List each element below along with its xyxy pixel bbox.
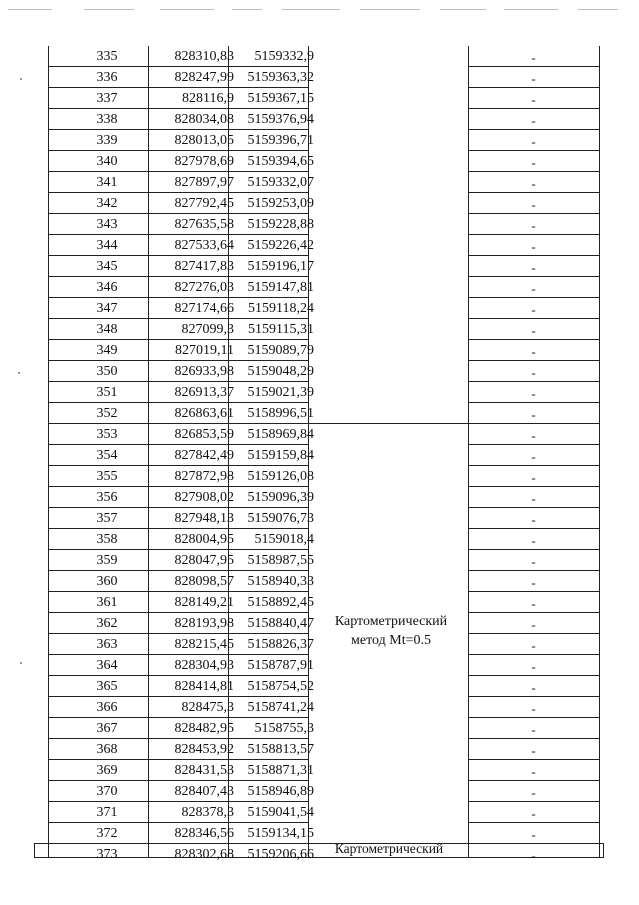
x-coordinate: 828013,05 bbox=[174, 133, 234, 148]
x-coordinate: 827978,69 bbox=[174, 154, 234, 169]
x-coordinate: 828193,98 bbox=[174, 616, 234, 631]
error-value: - bbox=[531, 533, 536, 548]
y-coordinate: 5159206,66 bbox=[247, 847, 314, 862]
table-row bbox=[34, 277, 604, 298]
y-coordinate: 5159118,24 bbox=[248, 301, 314, 316]
error-value: - bbox=[531, 155, 536, 170]
method-line-2: метод Mt=0.5 bbox=[351, 633, 431, 648]
table-row bbox=[34, 130, 604, 151]
error-value: - bbox=[531, 491, 536, 506]
error-value: - bbox=[531, 680, 536, 695]
point-number: 344 bbox=[96, 238, 118, 253]
x-coordinate: 828302,68 bbox=[174, 847, 234, 862]
y-coordinate: 5158755,3 bbox=[254, 721, 314, 736]
x-coordinate: 827174,66 bbox=[174, 301, 234, 316]
scan-speck bbox=[20, 78, 22, 80]
x-coordinate: 828034,08 bbox=[174, 112, 234, 127]
error-value: - bbox=[531, 281, 536, 296]
point-number: 356 bbox=[96, 490, 118, 505]
error-value: - bbox=[531, 302, 536, 317]
point-number: 355 bbox=[96, 469, 118, 484]
error-value: - bbox=[531, 71, 536, 86]
x-coordinate: 828304,93 bbox=[174, 658, 234, 673]
y-coordinate: 5159076,73 bbox=[247, 511, 314, 526]
y-coordinate: 5159376,94 bbox=[247, 112, 314, 127]
x-coordinate: 828453,92 bbox=[174, 742, 234, 757]
error-value: - bbox=[531, 176, 536, 191]
x-coordinate: 828098,57 bbox=[174, 574, 234, 589]
error-value: - bbox=[531, 239, 536, 254]
point-number: 367 bbox=[96, 721, 118, 736]
y-coordinate: 5159134,15 bbox=[247, 826, 314, 841]
method-merged-cell bbox=[314, 612, 468, 650]
error-value: - bbox=[531, 827, 536, 842]
y-coordinate: 5159147,81 bbox=[247, 280, 314, 295]
error-value: - bbox=[531, 428, 536, 443]
y-coordinate: 5159394,65 bbox=[247, 154, 314, 169]
table-row bbox=[34, 319, 604, 340]
table-row bbox=[34, 109, 604, 130]
y-coordinate: 5159332,07 bbox=[247, 175, 314, 190]
error-value: - bbox=[531, 575, 536, 590]
scan-header-noise bbox=[0, 0, 639, 18]
point-number: 372 bbox=[96, 826, 118, 841]
y-coordinate: 5159363,32 bbox=[247, 70, 314, 85]
table-row bbox=[34, 67, 604, 88]
point-number: 371 bbox=[96, 805, 118, 820]
y-coordinate: 5159021,39 bbox=[247, 385, 314, 400]
x-coordinate: 827842,49 bbox=[174, 448, 234, 463]
error-value: - bbox=[531, 344, 536, 359]
table-row bbox=[34, 445, 604, 466]
x-coordinate: 826913,37 bbox=[174, 385, 234, 400]
table-row bbox=[34, 298, 604, 319]
point-number: 361 bbox=[96, 595, 118, 610]
point-number: 347 bbox=[96, 301, 118, 316]
error-value: - bbox=[531, 407, 536, 422]
point-number: 349 bbox=[96, 343, 118, 358]
x-coordinate: 828414,81 bbox=[174, 679, 234, 694]
y-coordinate: 5159115,31 bbox=[248, 322, 314, 337]
point-number: 368 bbox=[96, 742, 118, 757]
point-number: 364 bbox=[96, 658, 118, 673]
error-value: - bbox=[531, 806, 536, 821]
table-row bbox=[34, 193, 604, 214]
error-value: - bbox=[531, 197, 536, 212]
x-coordinate: 827908,02 bbox=[174, 490, 234, 505]
error-value: - bbox=[531, 365, 536, 380]
error-value: - bbox=[531, 323, 536, 338]
point-number: 358 bbox=[96, 532, 118, 547]
x-coordinate: 828310,83 bbox=[174, 49, 234, 64]
point-number: 337 bbox=[96, 91, 118, 106]
error-value: - bbox=[531, 848, 536, 863]
x-coordinate: 828116,9 bbox=[182, 91, 234, 106]
point-number: 343 bbox=[96, 217, 118, 232]
error-value: - bbox=[531, 92, 536, 107]
x-coordinate: 826853,59 bbox=[174, 427, 234, 442]
point-number: 353 bbox=[96, 427, 118, 442]
error-value: - bbox=[531, 449, 536, 464]
y-coordinate: 5158826,37 bbox=[247, 637, 314, 652]
error-value: - bbox=[531, 722, 536, 737]
y-coordinate: 5158946,89 bbox=[247, 784, 314, 799]
y-coordinate: 5159367,15 bbox=[247, 91, 314, 106]
x-coordinate: 827533,64 bbox=[174, 238, 234, 253]
point-number: 365 bbox=[96, 679, 118, 694]
y-coordinate: 5158741,24 bbox=[247, 700, 314, 715]
point-number: 341 bbox=[96, 175, 118, 190]
y-coordinate: 5158813,57 bbox=[247, 742, 314, 757]
table-row bbox=[34, 571, 604, 592]
x-coordinate: 828475,3 bbox=[181, 700, 234, 715]
point-number: 340 bbox=[96, 154, 118, 169]
table-row bbox=[34, 46, 604, 67]
y-coordinate: 5158940,33 bbox=[247, 574, 314, 589]
x-coordinate: 828482,95 bbox=[174, 721, 234, 736]
table-row bbox=[34, 676, 604, 697]
point-number: 342 bbox=[96, 196, 118, 211]
x-coordinate: 828378,3 bbox=[181, 805, 234, 820]
error-value: - bbox=[531, 512, 536, 527]
x-coordinate: 828407,43 bbox=[174, 784, 234, 799]
point-number: 345 bbox=[96, 259, 118, 274]
x-coordinate: 826863,61 bbox=[174, 406, 234, 421]
y-coordinate: 5159159,84 bbox=[247, 448, 314, 463]
table-row bbox=[34, 529, 604, 550]
y-coordinate: 5159226,42 bbox=[247, 238, 314, 253]
error-value: - bbox=[531, 113, 536, 128]
y-coordinate: 5159396,71 bbox=[247, 133, 314, 148]
y-coordinate: 5158996,51 bbox=[247, 406, 314, 421]
x-coordinate: 826933,98 bbox=[174, 364, 234, 379]
error-value: - bbox=[531, 701, 536, 716]
point-number: 360 bbox=[96, 574, 118, 589]
table-row bbox=[34, 214, 604, 235]
table-row bbox=[34, 151, 604, 172]
x-coordinate: 828215,45 bbox=[174, 637, 234, 652]
y-coordinate: 5158987,55 bbox=[247, 553, 314, 568]
point-number: 338 bbox=[96, 112, 118, 127]
point-number: 348 bbox=[96, 322, 118, 337]
point-number: 370 bbox=[96, 784, 118, 799]
x-coordinate: 827792,45 bbox=[174, 196, 234, 211]
error-value: - bbox=[531, 386, 536, 401]
x-coordinate: 827635,58 bbox=[174, 217, 234, 232]
method-line-1: Картометрический bbox=[334, 614, 448, 629]
table-row bbox=[34, 487, 604, 508]
table-row bbox=[34, 655, 604, 676]
x-coordinate: 827099,3 bbox=[181, 322, 234, 337]
table-row bbox=[34, 592, 604, 613]
y-coordinate: 5159253,09 bbox=[247, 196, 314, 211]
x-coordinate: 828346,56 bbox=[174, 826, 234, 841]
y-coordinate: 5159196,17 bbox=[247, 259, 314, 274]
point-number: 357 bbox=[96, 511, 118, 526]
error-value: - bbox=[531, 470, 536, 485]
error-value: - bbox=[531, 659, 536, 674]
x-coordinate: 828004,95 bbox=[174, 532, 234, 547]
table-row bbox=[34, 697, 604, 718]
point-number: 350 bbox=[96, 364, 118, 379]
error-value: - bbox=[531, 617, 536, 632]
error-value: - bbox=[531, 638, 536, 653]
table-row bbox=[34, 508, 604, 529]
point-number: 352 bbox=[96, 406, 118, 421]
point-number: 351 bbox=[96, 385, 118, 400]
table-row bbox=[34, 466, 604, 487]
table-row bbox=[34, 382, 604, 403]
y-coordinate: 5159089,79 bbox=[247, 343, 314, 358]
point-number: 369 bbox=[96, 763, 118, 778]
point-number: 359 bbox=[96, 553, 118, 568]
y-coordinate: 5158840,47 bbox=[247, 616, 314, 631]
x-coordinate: 828149,21 bbox=[174, 595, 234, 610]
point-number: 373 bbox=[96, 847, 118, 862]
error-value: - bbox=[531, 218, 536, 233]
table-row bbox=[34, 781, 604, 802]
y-coordinate: 5158754,52 bbox=[247, 679, 314, 694]
error-value: - bbox=[531, 764, 536, 779]
y-coordinate: 5158787,91 bbox=[247, 658, 314, 673]
table-row bbox=[34, 340, 604, 361]
error-value: - bbox=[531, 743, 536, 758]
scan-speck bbox=[20, 662, 22, 664]
x-coordinate: 827948,13 bbox=[174, 511, 234, 526]
table-row bbox=[34, 361, 604, 382]
point-number: 362 bbox=[96, 616, 118, 631]
x-coordinate: 827872,98 bbox=[174, 469, 234, 484]
table-row bbox=[34, 256, 604, 277]
error-value: - bbox=[531, 50, 536, 65]
y-coordinate: 5159018,4 bbox=[254, 532, 314, 547]
point-number: 346 bbox=[96, 280, 118, 295]
error-value: - bbox=[531, 596, 536, 611]
x-coordinate: 828247,99 bbox=[174, 70, 234, 85]
y-coordinate: 5159041,54 bbox=[247, 805, 314, 820]
coordinates-table bbox=[34, 46, 604, 863]
table-row bbox=[34, 424, 604, 445]
table-row bbox=[34, 235, 604, 256]
table-row bbox=[34, 550, 604, 571]
method-last-cell: Картометрический bbox=[334, 841, 444, 856]
y-coordinate: 5159096,39 bbox=[247, 490, 314, 505]
x-coordinate: 828047,95 bbox=[174, 553, 234, 568]
table-row bbox=[34, 802, 604, 823]
y-coordinate: 5158969,84 bbox=[247, 427, 314, 442]
y-coordinate: 5159332,9 bbox=[254, 49, 314, 64]
point-number: 366 bbox=[96, 700, 118, 715]
x-coordinate: 828431,53 bbox=[174, 763, 234, 778]
error-value: - bbox=[531, 260, 536, 275]
y-coordinate: 5159048,29 bbox=[247, 364, 314, 379]
error-value: - bbox=[531, 554, 536, 569]
table-row bbox=[34, 88, 604, 109]
y-coordinate: 5159126,08 bbox=[247, 469, 314, 484]
table-row bbox=[34, 718, 604, 739]
point-number: 336 bbox=[96, 70, 118, 85]
x-coordinate: 827897,97 bbox=[174, 175, 234, 190]
point-number: 354 bbox=[96, 448, 118, 463]
error-value: - bbox=[531, 134, 536, 149]
table-row bbox=[34, 760, 604, 781]
x-coordinate: 827019,11 bbox=[175, 343, 234, 358]
error-value: - bbox=[531, 785, 536, 800]
table-row bbox=[34, 172, 604, 193]
y-coordinate: 5158871,31 bbox=[247, 763, 314, 778]
point-number: 363 bbox=[96, 637, 118, 652]
table-row bbox=[34, 739, 604, 760]
y-coordinate: 5159228,88 bbox=[247, 217, 314, 232]
x-coordinate: 827417,83 bbox=[174, 259, 234, 274]
scan-speck bbox=[18, 372, 20, 374]
point-number: 335 bbox=[96, 49, 118, 64]
point-number: 339 bbox=[96, 133, 118, 148]
table-row bbox=[34, 403, 604, 424]
y-coordinate: 5158892,45 bbox=[247, 595, 314, 610]
x-coordinate: 827276,03 bbox=[174, 280, 234, 295]
